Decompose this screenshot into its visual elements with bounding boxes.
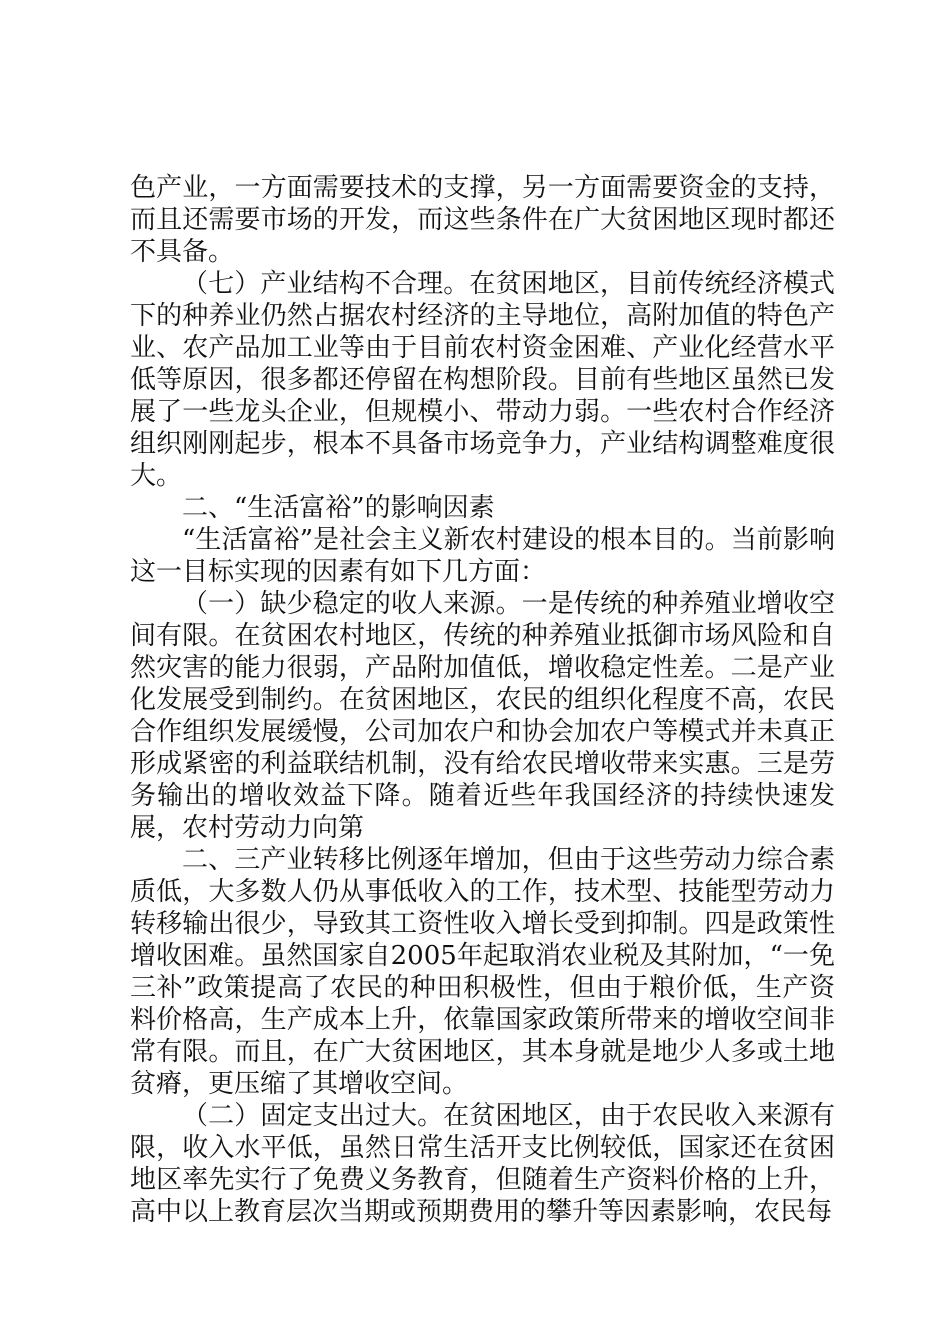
- document-body: [130, 172, 835, 1228]
- paragraph-continuation: 色产业，一方面需要技术的支撑，另一方面需要资金的支持，而且还需要市场的开发，而这些条件在广大贫困地区现时都还不具备。: [130, 173, 835, 267]
- paragraph-item-1: （一）缺少稳定的收人来源。一是传统的种养殖业增收空间有限。在贫困农村地区，传统的种养殖业抵御市场风险和自然灾害的能力很弱，产品附加值低，增收稳定性差。二是产业化发展受到制约。在贫困地区，农民的组织化程度不高，农民合作组织发展缓慢，公司加农户和协会加农户等模式并未真正形成紧密的利益联结机制，没有给农民增收带来实惠。三是劳务输出的增收效益下降。随着近些年我国经济的持续快速发展，农村劳动力向第: [130, 589, 835, 843]
- paragraph-section-7: （七）产业结构不合理。在贫困地区，目前传统经济模式下的种养业仍然占据农村经济的主导地位，高附加值的特色产业、农产品加工业等由于目前农村资金困难、产业化经营水平低等原因，很多都还停留在构想阶段。目前有些地区虽然已发展了一些龙头企业，但规模小、带动力弱。一些农村合作经济组织刚刚起步，根本不具备市场竞争力，产业结构调整难度很大。: [130, 269, 835, 491]
- section-heading-2: 二、“生活富裕”的影响因素: [182, 493, 495, 523]
- paragraph-item-2: （二）固定支出过大。在贫困地区，由于农民收入来源有限，收入水平低，虽然日常生活开支比例较低，国家还在贫困地区率先实行了免费义务教育，但随着生产资料价格的上升，高中以上教育层次当期或预期费用的攀升等因素影响，农民每: [130, 1101, 835, 1227]
- paragraph-intro: “生活富裕”是社会主义新农村建设的根本目的。当前影响这一目标实现的因素有如下几方面：: [130, 525, 835, 587]
- paragraph-item-1-continued: 二、三产业转移比例逐年增加，但由于这些劳动力综合素质低，大多数人仍从事低收入的工作，技术型、技能型劳动力转移输出很少，导致其工资性收入增长受到抑制。四是政策性增收困难。虽然国家自2005年起取消农业税及其附加，“一免三补”政策提高了农民的种田积极性，但由于粮价低，生产资料价格高，生产成本上升，依靠国家政策所带来的增收空间非常有限。而且，在广大贫困地区，其本身就是地少人多或土地贫瘠，更压缩了其增收空间。: [130, 845, 835, 1099]
